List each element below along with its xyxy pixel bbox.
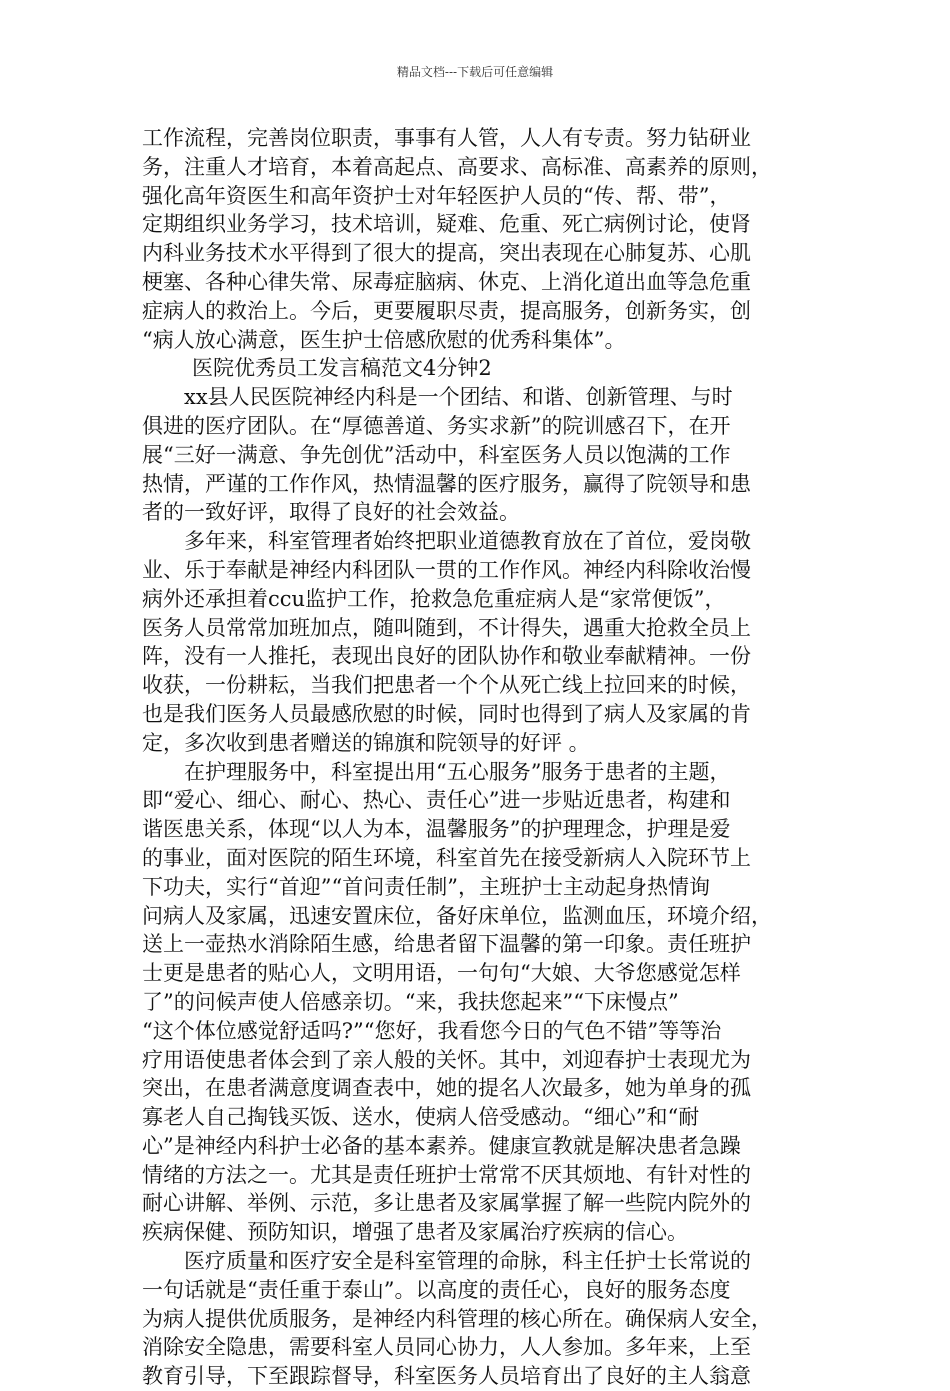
text-line: 医疗质量和医疗安全是科室管理的命脉，科主任护士长常说的 (184, 1249, 751, 1274)
text-line: 下功夫，实行“首迎”“首问责任制”，主班护士主动起身热情询 (142, 874, 710, 899)
text-line: 定期组织业务学习，技术培训，疑难、危重、死亡病例讨论，使肾 (142, 212, 751, 237)
text-line: 寡老人自己掏钱买饭、送水，使病人倍受感动。“细心”和“耐 (142, 1105, 700, 1130)
text-line: 问病人及家属，迅速安置床位，备好床单位，监测血压，环境介绍， (142, 903, 772, 928)
text-line: 即“爱心、细心、耐心、热心、责任心”进一步贴近患者，构建和 (142, 788, 731, 813)
text-line: 疾病保健、预防知识，增强了患者及家属治疗疾病的信心。 (142, 1220, 688, 1245)
text-line: 为病人提供优质服务，是神经内科管理的核心所在。确保病人安全， (142, 1306, 772, 1331)
text-line: 阵，没有一人推托，表现出良好的团队协作和敬业奉献精神。一份 (142, 644, 751, 669)
text-line: 展“三好一满意、争先创优”活动中，科室医务人员以饱满的工作 (142, 442, 731, 467)
text-line: 谐医患关系，体现“以人为本，温馨服务”的护理理念，护理是爱 (142, 817, 731, 842)
text-line: 送上一壶热水消除陌生感，给患者留下温馨的第一印象。责任班护 (142, 932, 751, 957)
text-line: 疗用语使患者体会到了亲人般的关怀。其中，刘迎春护士表现尤为 (142, 1047, 751, 1072)
text-line: 工作流程，完善岗位职责，事事有人管，人人有专责。努力钻研业 (142, 126, 751, 150)
text-line: 梗塞、各种心律失常、尿毒症脑病、休克、上消化道出血等急危重 (142, 269, 751, 294)
text-line: 症病人的救治上。今后，更要履职尽责，提高服务，创新务实，创 (142, 298, 751, 323)
text-line: 士更是患者的贴心人，文明用语，一句句“大娘、大爷您感觉怎样 (142, 961, 741, 986)
text-line: xx县人民医院神经内科是一个团结、和谐、创新管理、与时 (184, 385, 733, 410)
text-line: 热情，严谨的工作作风，热情温馨的医疗服务，赢得了院领导和患 (142, 471, 751, 496)
text-line: 医务人员常常加班加点，随叫随到，不计得失，遇重大抢救全员上 (142, 615, 751, 640)
text-line: 病外还承担着ccu监护工作，抢救急危重症病人是“家常便饭”， (142, 586, 726, 611)
section-heading: 医院优秀员工发言稿范文4分钟2 (192, 356, 492, 381)
text-line: 多年来，科室管理者始终把职业道德教育放在了首位，爱岗敬 (184, 529, 751, 554)
text-line: 在护理服务中，科室提出用“五心服务”服务于患者的主题， (184, 759, 731, 784)
text-line: “这个体位感觉舒适吗?”“您好，我看您今日的气色不错”等等治 (142, 1018, 722, 1043)
text-line: 一句话就是“责任重于泰山”。以高度的责任心，良好的服务态度 (142, 1277, 731, 1302)
text-line: 的事业，面对医院的陌生环境，科室首先在接受新病人入院环节上 (142, 845, 751, 870)
text-line: 内科业务技术水平得到了很大的提高，突出表现在心肺复苏、心肌 (142, 241, 751, 266)
text-line: 收获，一份耕耘，当我们把患者一个个从死亡线上拉回来的时候， (142, 673, 751, 698)
text-line: 者的一致好评，取得了良好的社会效益。 (142, 500, 520, 525)
text-line: 教育引导，下至跟踪督导，科室医务人员培育出了良好的主人翁意 (142, 1364, 751, 1389)
text-line: 情绪的方法之一。尤其是责任班护士常常不厌其烦地、有针对性的 (142, 1162, 751, 1187)
document-body (142, 124, 810, 1391)
page-header: 精品文档---下载后可任意编辑 (396, 65, 554, 79)
text-line: 突出，在患者满意度调查表中，她的提名人次最多，她为单身的孤 (142, 1076, 751, 1101)
text-line: 心”是神经内科护士必备的基本素养。健康宣教就是解决患者急躁 (142, 1133, 741, 1158)
text-line: 定，多次收到患者赠送的锦旗和院领导的好评 。 (142, 730, 590, 755)
text-line: 俱进的医疗团队。在“厚德善道、务实求新”的院训感召下，在开 (142, 413, 731, 438)
text-line: 耐心讲解、举例、示范，多让患者及家属掌握了解一些院内院外的 (142, 1191, 751, 1216)
text-line: 了”的问候声使人倍感亲切。“来，我扶您起来”“下床慢点” (142, 989, 679, 1014)
text-line: 务，注重人才培育，本着高起点、高要求、高标准、高素养的原则， (142, 154, 772, 179)
text-line: “病人放心满意，医生护士倍感欣慰的优秀科集体”。 (142, 327, 626, 352)
text-line: 强化高年资医生和高年资护士对年轻医护人员的“传、帮、带”， (142, 183, 731, 208)
text-line: 业、乐于奉献是神经内科团队一贯的工作作风。神经内科除收治慢 (142, 557, 751, 582)
text-line: 消除安全隐患，需要科室人员同心协力，人人参加。多年来，上至 (142, 1335, 751, 1360)
text-line: 也是我们医务人员最感欣慰的时候，同时也得到了病人及家属的肯 (142, 701, 751, 726)
